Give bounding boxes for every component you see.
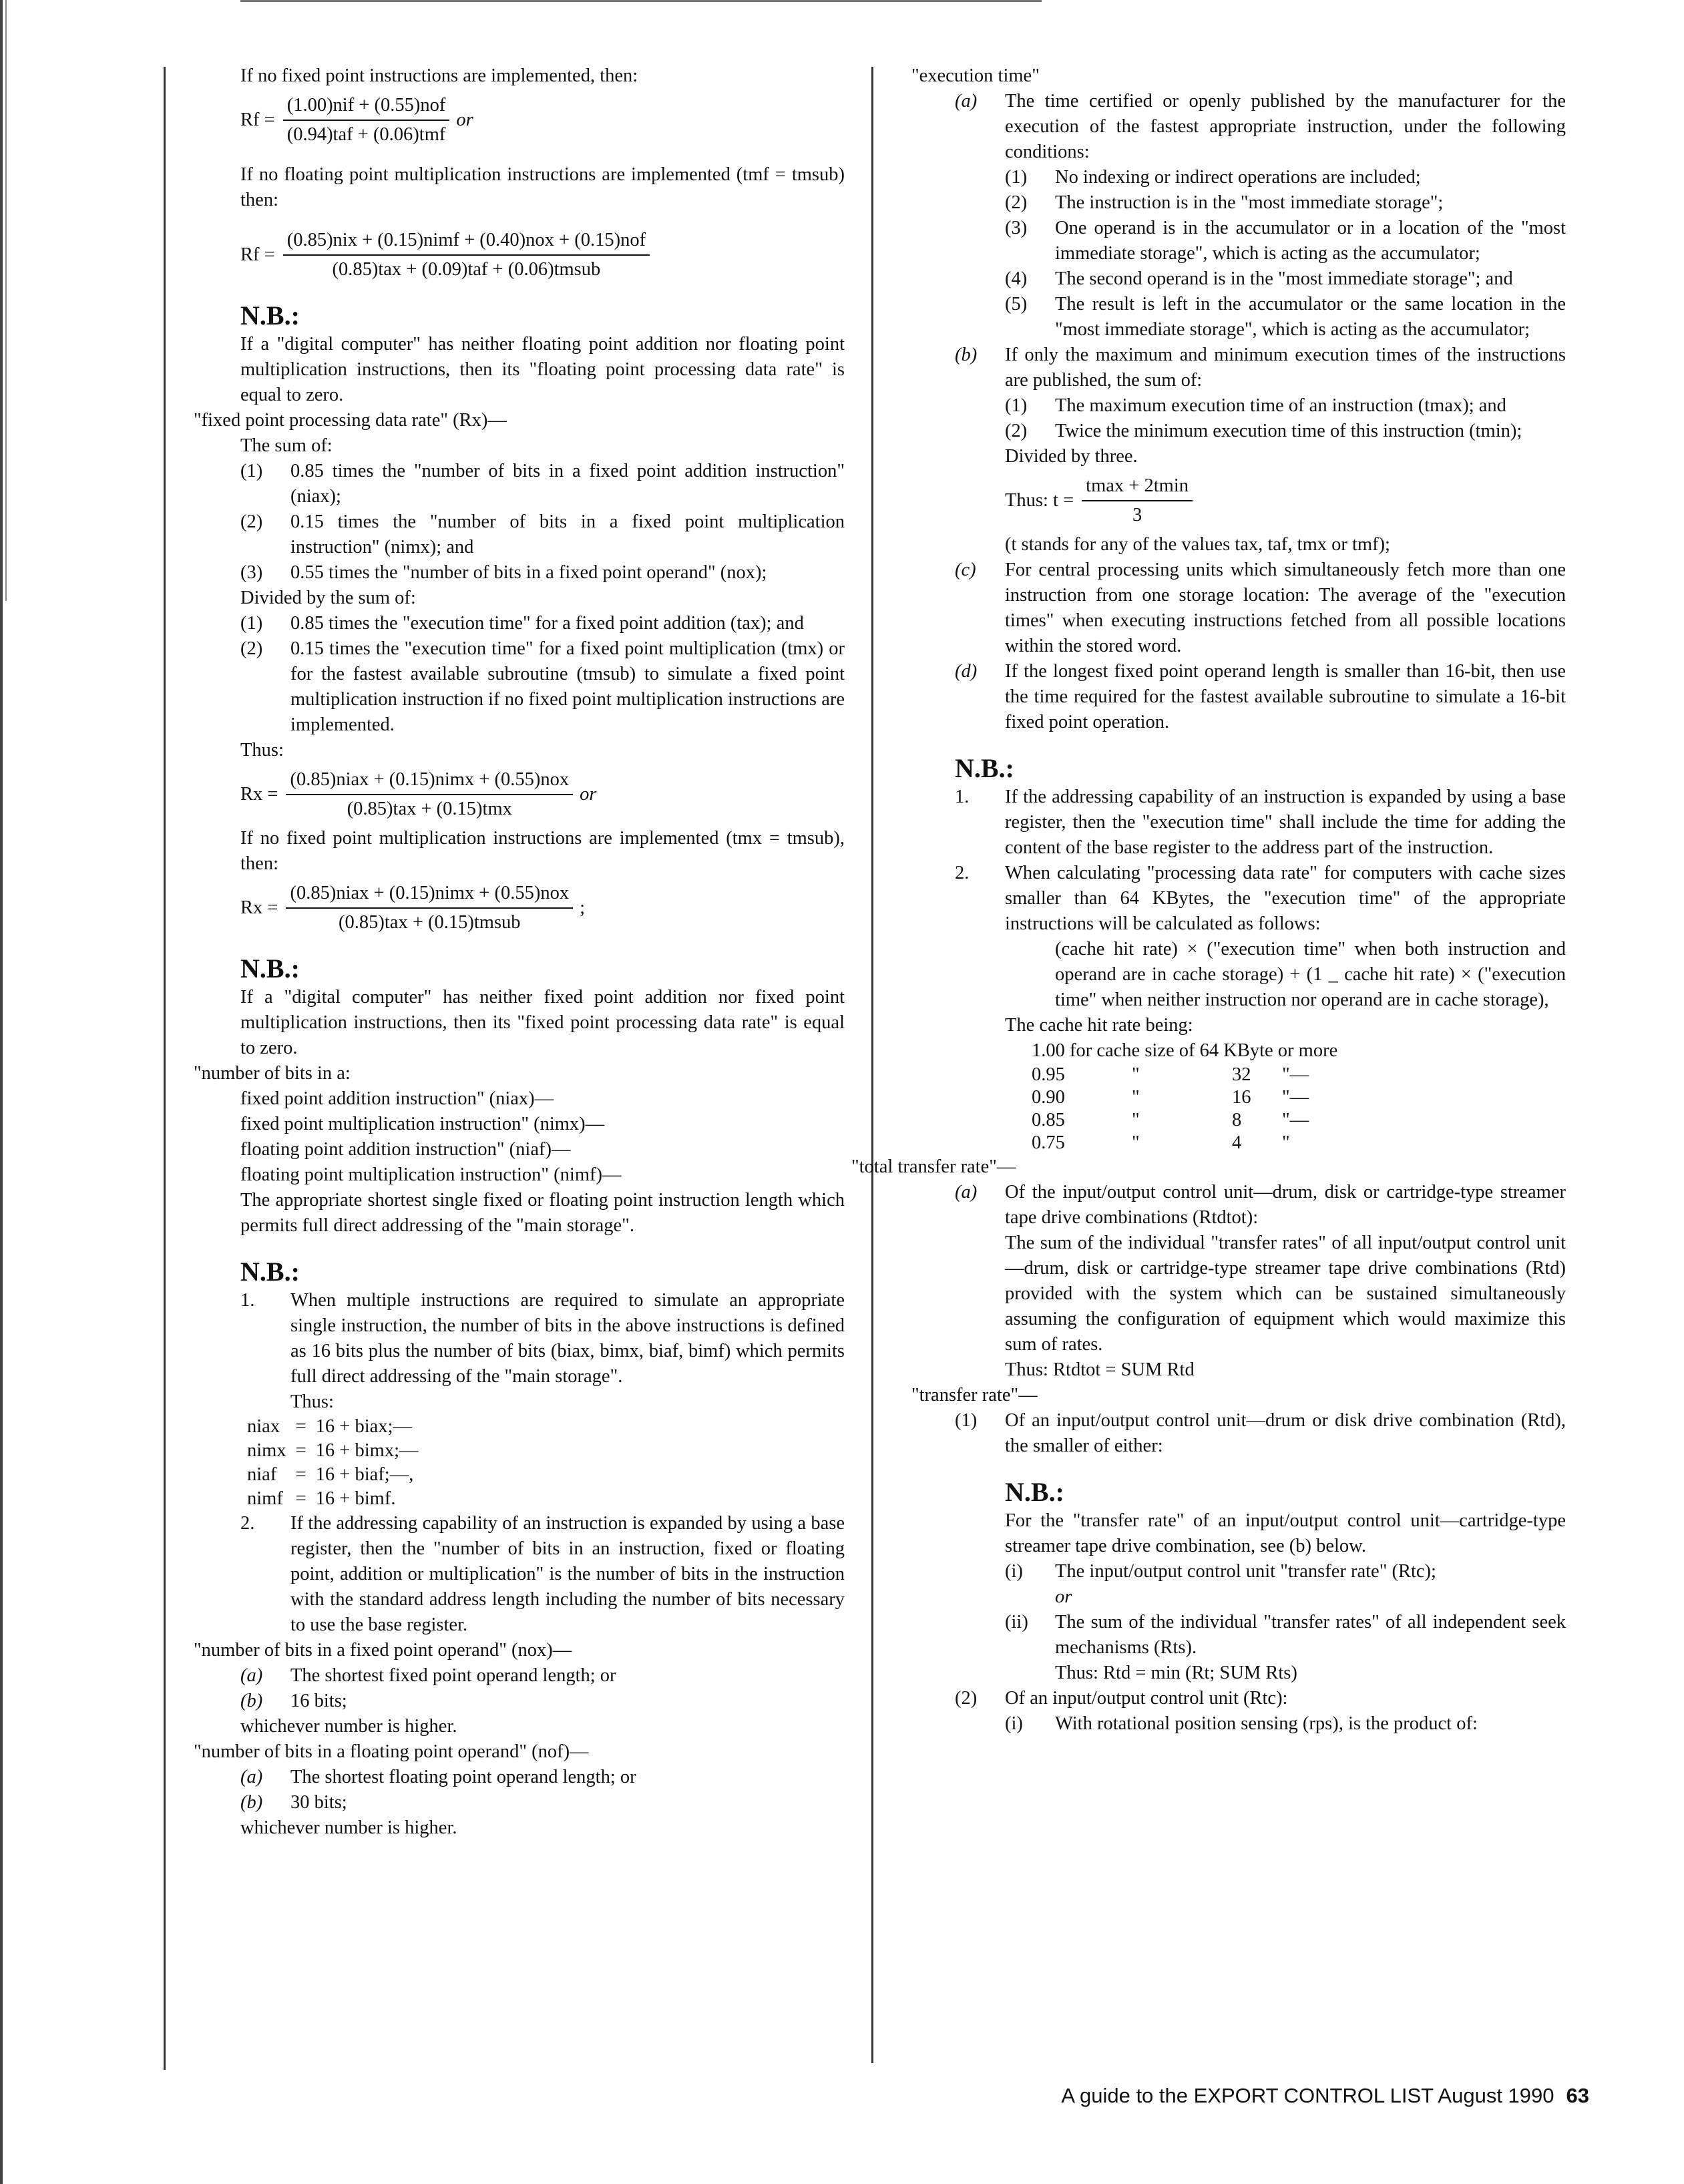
cache-first-row: 1.00 for cache size of 64 KByte or more [1032,1040,1338,1061]
intro-no-float-mult: If no floating point multiplication instructions are implemented (tmf = tmsub) then: [240,164,845,210]
thus-label: Thus: [290,1391,334,1412]
page-edge [0,0,3,2184]
list-item: (4) The second operand is in the "most immediate storage"; and [1005,268,1513,289]
total-thus: Thus: Rtdtot = SUM Rtd [1005,1359,1195,1380]
nb-heading: N.B.: [240,300,300,331]
nb-heading: N.B.: [1005,1477,1064,1507]
left-margin-rule [164,67,166,2070]
list-item: (5) The result is left in the accumulator or the same location in the "most immediate storage", which is acting as the accumulator; [1005,294,1566,340]
cache-table [1032,1064,1309,1154]
nbits-line: floating point multiplication instruction" (nimf)— [240,1164,622,1185]
t-stands-note: (t stands for any of the values tax, taf, tmx or tmf); [1005,534,1390,555]
nbits-definition: The appropriate shortest single fixed or floating point instruction length which permits full direct addressing of the "main storage". [240,1190,845,1236]
nbits-line: fixed point addition instruction" (niax)— [240,1088,554,1109]
equation-table [247,1415,428,1511]
table-row: niaf = 16 + biaf;—, [247,1464,414,1485]
divided-three: Divided by three. [1005,446,1138,467]
term-fixed-operand: "number of bits in a fixed point operand" (nox)— [194,1640,572,1661]
term-floating-operand: "number of bits in a floating point operand" (nof)— [194,1741,589,1762]
cache-hit-label: The cache hit rate being: [1005,1015,1193,1036]
condition-list [1005,393,1566,558]
list-item: (2) The instruction is in the "most immediate storage"; [1005,192,1444,213]
nb-block [1005,1476,1566,1686]
list-item: (a) Of the input/output control unit—drum, disk or cartridge-type streamer tape drive combinations (Rtdtot): [955,1182,1566,1228]
list-item: (d) If the longest fixed point operand length is smaller than 16-bit, then use the time required for the fastest available subroutine to simulate a 16-bit fixed point operation. [955,661,1566,732]
whichever-higher: whichever number is higher. [240,1817,457,1838]
list-item: (1) No indexing or indirect operations are included; [1005,167,1421,188]
center-column-rule [871,67,873,2063]
top-rule [240,0,1042,2]
divided-by-label: Divided by the sum of: [240,588,416,608]
list-item: (b) If only the maximum and minimum execution times of the instructions are published, the sum of: [955,345,1566,391]
table-row: nimf = 16 + bimf. [247,1488,396,1509]
list-item: (2) 0.15 times the "execution time" for a fixed point multiplication (tmx) or for the fastest available subroutine (tmsub) to simulate a fixed point multiplication instruction if no fixed point multiplication instructions are implemented. [240,638,845,735]
list-item: (b) 16 bits; [240,1691,347,1711]
intro-no-fixed-mult: If no fixed point multiplication instructions are implemented (tmx = tmsub), then: [240,828,845,874]
or-label: or [1055,1586,1072,1607]
footer-text: A guide to the EXPORT CONTROL LIST August 1990 [1061,2084,1554,2107]
nb-text: For the "transfer rate" of an input/output control unit—cartridge-type streamer tape drive combination, see (b) below. [1005,1510,1566,1556]
nb-text: If a "digital computer" has neither floating point addition nor floating point multiplication instructions, then its "floating point processing data rate" is equal to zero. [240,334,845,405]
list-item: (ii) The sum of the individual "transfer rates" of all independent seek mechanisms (Rts). [1005,1612,1566,1658]
list-item: (1) 0.85 times the "execution time" for a fixed point addition (tax); and [240,613,804,634]
term-fixed-point-rate: "fixed point processing data rate" (Rx)— [194,410,507,431]
list-item: (1) Of an input/output control unit—drum or disk drive combination (Rtd), the smaller of either: [955,1410,1566,1456]
total-definition: The sum of the individual "transfer rates" of all input/output control unit—drum, disk or cartridge-type streamer tape drive combinations (Rtd) provided with the system which can be sustained simultaneously assuming the configuration of equipment which would maximize this sum of rates. [1005,1233,1566,1355]
list-item: (a) The shortest fixed point operand length; or [240,1665,616,1686]
term-total-transfer-rate: "total transfer rate"— [851,1156,1016,1177]
list-item: (b) 30 bits; [240,1792,347,1813]
thus-label: Thus: [240,740,284,760]
list-item: (3) One operand is in the accumulator or in a location of the "most immediate storage", which is acting as the accumulator; [1005,218,1566,264]
table-row: 0.85 " 8 "— [1032,1110,1309,1130]
numbered-item: 1. When multiple instructions are required to simulate an appropriate single instruction, the number of bits in the above instructions is defined as 16 bits plus the number of bits (biax, bimx, biaf, bimf) which permits full direct addressing of the "main storage". [240,1290,845,1387]
list-item: (2) 0.15 times the "number of bits in a fixed point multiplication instruction" (nimx); and [240,511,845,558]
list-item: (a) The time certified or openly published by the manufacturer for the execution of the fastest appropriate instruction, under the following conditions: [955,91,1566,162]
page-number: 63 [1566,2084,1589,2107]
list-item: (a) The shortest floating point operand length; or [240,1767,636,1787]
formula-rf-2: Rf = $\frac{\text{(0.85)nix + (0.15)nimf + (0.40)nox + (0.15)nof}}{\text{(0.85)tax + (0.09)taf + (0.06)tmsub}}$ [240,228,845,282]
list-item: (2) Twice the minimum execution time of this instruction (tmin); [1005,421,1522,441]
nb-heading: N.B.: [240,1257,300,1287]
formula-t: Thus: t = $\frac{tmax + 2tmin}{3}$ [1005,473,1566,528]
page-edge-shadow [5,0,7,601]
list-item: (2) Of an input/output control unit (Rtc): [955,1688,1288,1709]
numbered-item: 1. If the addressing capability of an instruction is expanded by using a base register, then the "execution time" shall include the time for adding the content of the base register to the address part of the instruction. [955,787,1566,858]
thus-rtd: Thus: Rtd = min (Rt; SUM Rts) [1055,1663,1297,1683]
term-number-of-bits: "number of bits in a: [194,1063,351,1084]
list-item: (1) 0.85 times the "number of bits in a fixed point addition instruction" (niax); [240,461,845,507]
table-row: 0.90 " 16 "— [1032,1087,1309,1108]
right-column [851,63,1566,1737]
formula-rx-2: Rx = $\frac{\text{(0.85)niax + (0.15)nimx + (0.55)nox}}{\text{(0.85)tax + (0.15)tmsub}}$ ; [240,881,845,935]
cache-formula: (cache hit rate) × ("execution time" when both instruction and operand are in cache storage) + (1 _ cache hit rate) × ("execution time" when neither instruction nor operand are in cache storage), [1055,939,1566,1010]
list-item: (i) With rotational position sensing (rps), is the product of: [1005,1713,1478,1734]
list-item: (3) 0.55 times the "number of bits in a fixed point operand" (nox); [240,562,767,583]
nb-text: If a "digital computer" has neither fixed point addition nor fixed point multiplication instructions, then its "fixed point processing data rate" is equal to zero. [240,987,845,1058]
page-footer [988,2083,1589,2109]
intro-no-fixed: If no fixed point instructions are implemented, then: [240,65,638,86]
list-item: (c) For central processing units which simultaneously fetch more than one instruction from one storage location: The average of the "execution times" when executing instructions fetched from all possible locations within the stored word. [955,560,1566,656]
term-execution-time: "execution time" [911,65,1040,86]
list-item: (1) The maximum execution time of an instruction (tmax); and [1005,395,1506,416]
table-row: 0.95 " 32 "— [1032,1064,1309,1085]
formula-rf-1: Rf = $\frac{\text{(1.00)nif + (0.55)nof}}{\text{(0.94)taf + (0.06)tmf}}$ or [240,93,845,148]
table-row: nimx = 16 + bimx;— [247,1440,419,1461]
term-transfer-rate: "transfer rate"— [911,1385,1038,1405]
formula-rx-1: Rx = $\frac{\text{(0.85)niax + (0.15)nimx + (0.55)nox}}{\text{(0.85)tax + (0.15)tmx}}$ or [240,767,845,822]
condition-list [1005,165,1566,343]
table-row: 0.75 " 4 " [1032,1132,1290,1153]
sum-of-label: The sum of: [240,435,333,456]
numbered-item: 2. When calculating "processing data rate" for computers with cache sizes smaller than 64 KBytes, the "execution time" of the appropriate instructions will be calculated as follows: [955,863,1566,934]
table-row: niax = 16 + biax;— [247,1416,412,1437]
nbits-line: floating point addition instruction" (niaf)— [240,1139,571,1160]
nb-heading: N.B.: [240,953,300,984]
nb-heading: N.B.: [955,753,1014,783]
left-column [194,63,845,1841]
list-item: (i) The input/output control unit "transfer rate" (Rtc); [1005,1561,1436,1582]
whichever-higher: whichever number is higher. [240,1716,457,1737]
numbered-item: 2. If the addressing capability of an instruction is expanded by using a base register, then the "number of bits in an instruction, fixed or floating point, addition or multiplication" is the number of bits in the instruction with the standard address length including the number of bits necessary to use the base register. [240,1513,845,1635]
nbits-line: fixed point multiplication instruction" (nimx)— [240,1114,605,1134]
